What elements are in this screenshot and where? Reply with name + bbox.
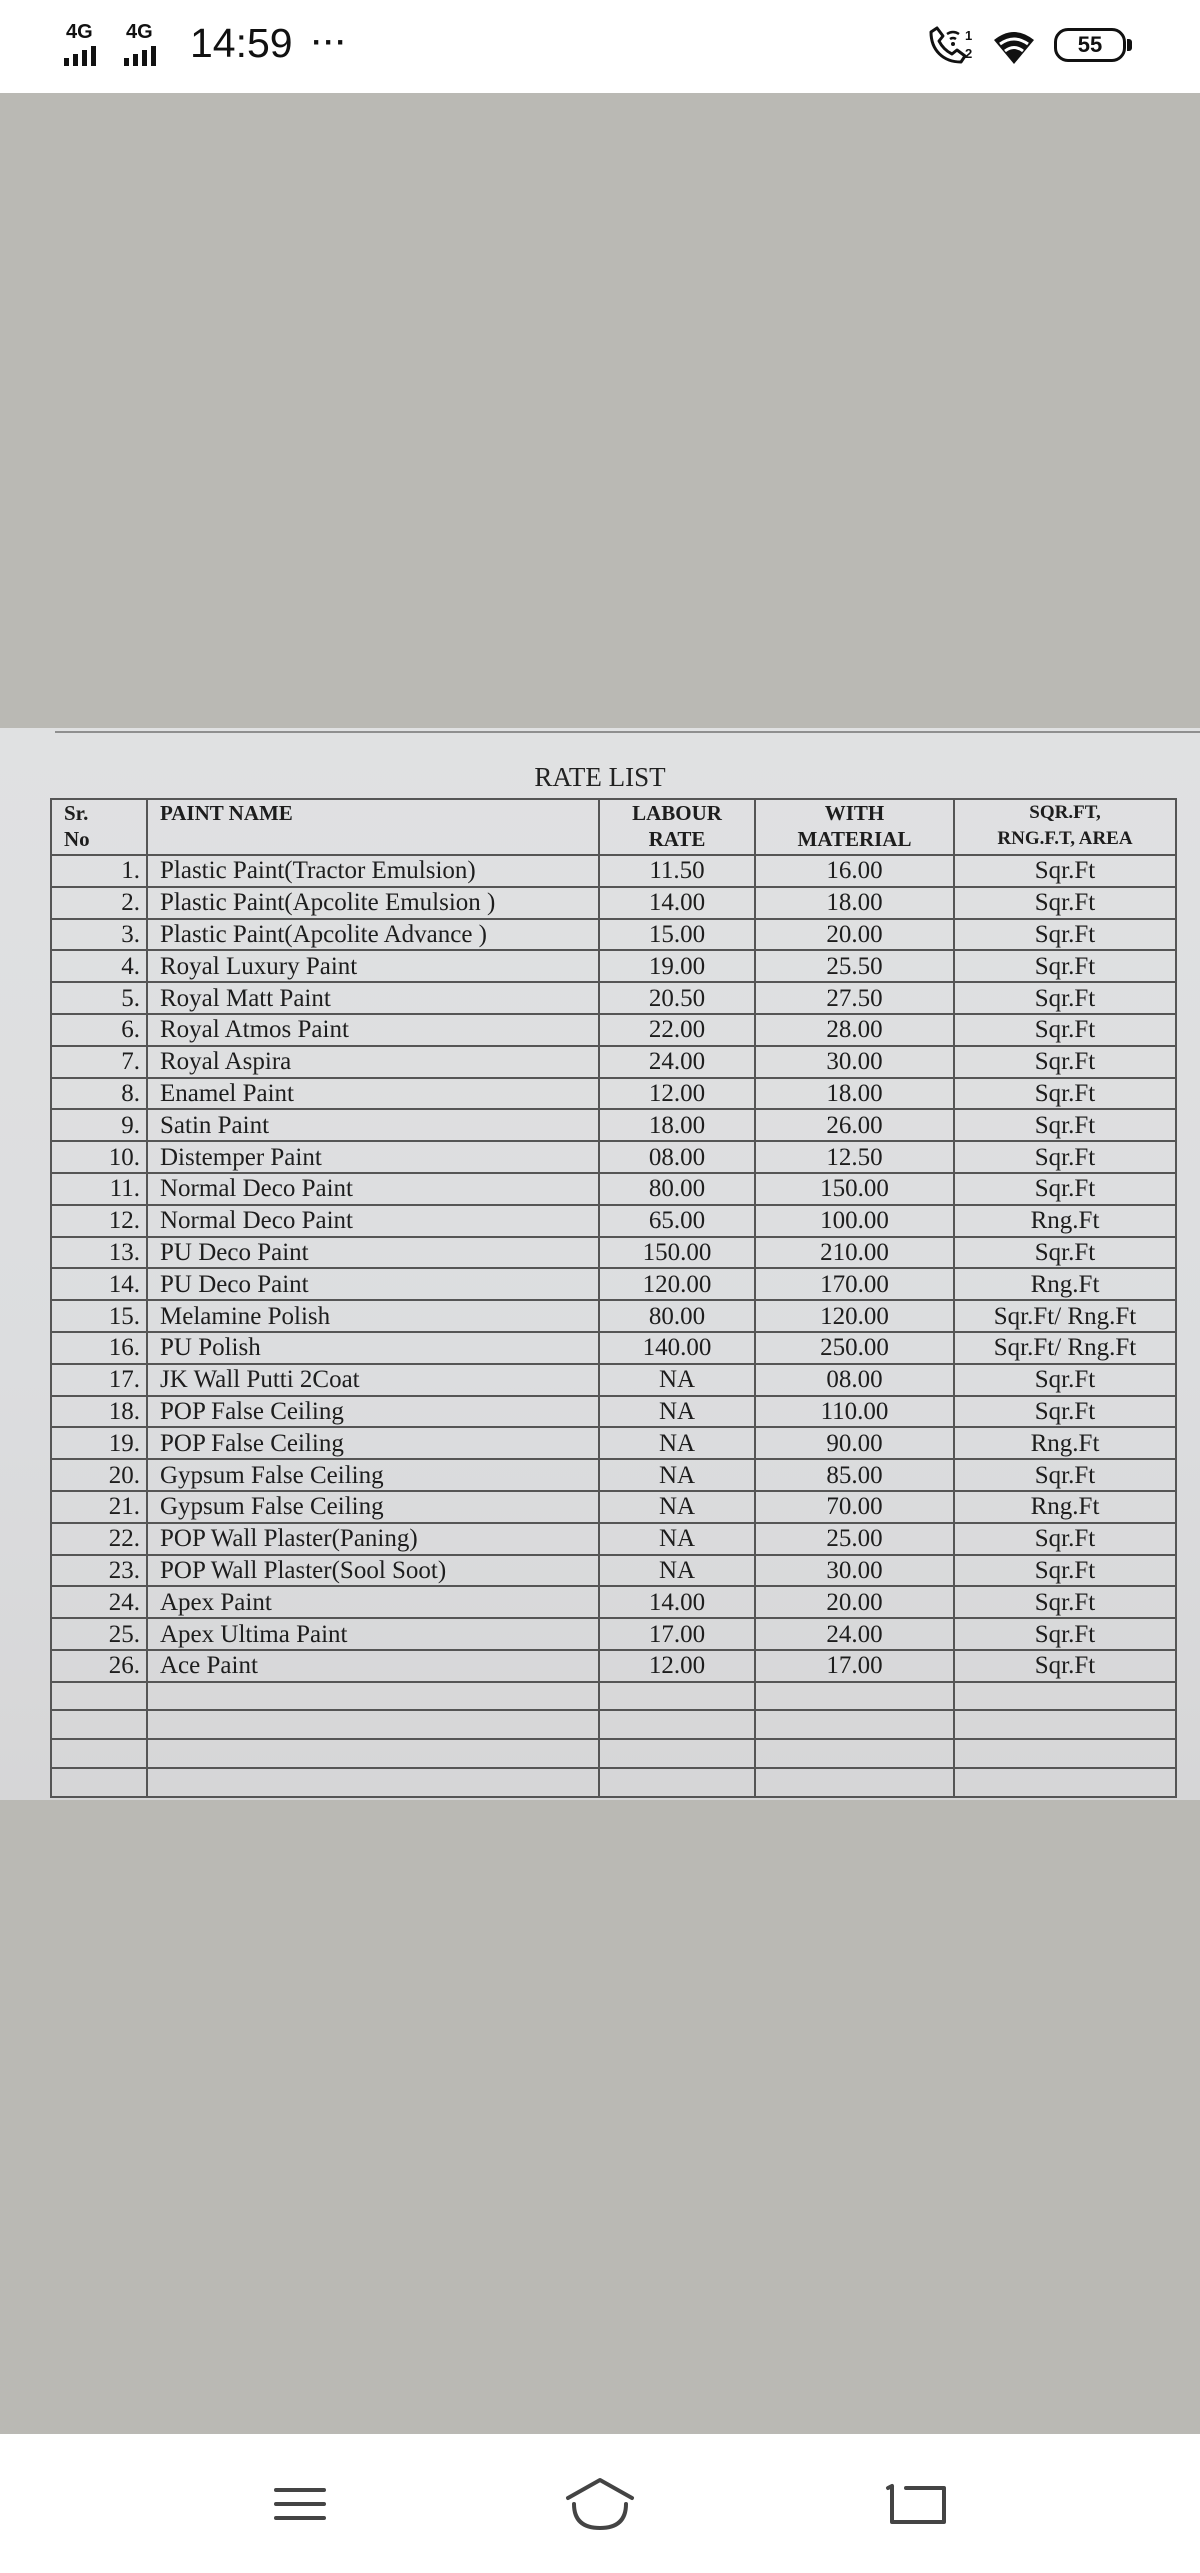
cell-unit: Sqr.Ft — [954, 1396, 1176, 1428]
table-row — [51, 950, 1176, 982]
cell-unit: Sqr.Ft — [954, 950, 1176, 982]
empty-cell — [599, 1682, 755, 1711]
cell-no: 7. — [51, 1046, 147, 1078]
cell-no: 1. — [51, 855, 147, 887]
empty-cell — [954, 1710, 1176, 1739]
cell-material: 17.00 — [755, 1650, 954, 1682]
cell-name: Plastic Paint(Tractor Emulsion) — [147, 855, 599, 887]
cell-no: 23. — [51, 1555, 147, 1587]
cell-no: 22. — [51, 1523, 147, 1555]
cell-no: 9. — [51, 1109, 147, 1141]
cell-unit: Sqr.Ft — [954, 1618, 1176, 1650]
cell-material: 12.50 — [755, 1141, 954, 1173]
cell-labour: 80.00 — [599, 1300, 755, 1332]
status-time: 14:59 — [190, 20, 293, 66]
menu-icon[interactable] — [260, 2474, 340, 2534]
cell-name: Gypsum False Ceiling — [147, 1491, 599, 1523]
cell-name: Plastic Paint(Apcolite Emulsion ) — [147, 887, 599, 919]
table-row — [51, 1141, 1176, 1173]
cell-no: 10. — [51, 1141, 147, 1173]
cell-unit: Sqr.Ft — [954, 1014, 1176, 1046]
cell-material: 30.00 — [755, 1555, 954, 1587]
cell-material: 27.50 — [755, 982, 954, 1014]
cell-labour: 24.00 — [599, 1046, 755, 1078]
cell-no: 25. — [51, 1618, 147, 1650]
cell-labour: NA — [599, 1491, 755, 1523]
cell-material: 28.00 — [755, 1014, 954, 1046]
cell-unit: Sqr.Ft — [954, 887, 1176, 919]
empty-row — [51, 1768, 1176, 1797]
empty-cell — [755, 1739, 954, 1768]
cell-name: POP False Ceiling — [147, 1427, 599, 1459]
table-row — [51, 982, 1176, 1014]
table-row — [51, 1427, 1176, 1459]
cell-name: Enamel Paint — [147, 1078, 599, 1110]
cell-unit: Sqr.Ft — [954, 1555, 1176, 1587]
table-row — [51, 1332, 1176, 1364]
cell-material: 30.00 — [755, 1046, 954, 1078]
back-icon[interactable] — [878, 2474, 958, 2534]
cell-unit: Sqr.Ft — [954, 1078, 1176, 1110]
empty-cell — [954, 1682, 1176, 1711]
table-row — [51, 887, 1176, 919]
cell-name: JK Wall Putti 2Coat — [147, 1364, 599, 1396]
empty-cell — [51, 1768, 147, 1797]
cell-name: POP Wall Plaster(Paning) — [147, 1523, 599, 1555]
cell-name: POP Wall Plaster(Sool Soot) — [147, 1555, 599, 1587]
cell-labour: NA — [599, 1396, 755, 1428]
cell-material: 120.00 — [755, 1300, 954, 1332]
cell-material: 20.00 — [755, 1586, 954, 1618]
cell-no: 26. — [51, 1650, 147, 1682]
cell-unit: Sqr.Ft — [954, 1523, 1176, 1555]
cell-no: 19. — [51, 1427, 147, 1459]
cell-unit: Sqr.Ft — [954, 1650, 1176, 1682]
empty-cell — [755, 1682, 954, 1711]
cell-labour: NA — [599, 1523, 755, 1555]
cell-unit: Sqr.Ft — [954, 855, 1176, 887]
cell-material: 08.00 — [755, 1364, 954, 1396]
cell-material: 16.00 — [755, 855, 954, 887]
cell-name: Distemper Paint — [147, 1141, 599, 1173]
photo-edge — [55, 731, 1200, 733]
table-row — [51, 1300, 1176, 1332]
photo-rate-list — [0, 728, 1200, 1800]
table-row — [51, 1586, 1176, 1618]
cell-labour: NA — [599, 1427, 755, 1459]
empty-cell — [755, 1768, 954, 1797]
cell-unit: Sqr.Ft — [954, 919, 1176, 951]
cell-no: 16. — [51, 1332, 147, 1364]
wifi-icon — [990, 26, 1038, 68]
table-row — [51, 919, 1176, 951]
empty-cell — [147, 1682, 599, 1711]
empty-row — [51, 1710, 1176, 1739]
cell-labour: 120.00 — [599, 1268, 755, 1300]
cell-no: 20. — [51, 1459, 147, 1491]
cell-no: 11. — [51, 1173, 147, 1205]
cell-unit: Rng.Ft — [954, 1268, 1176, 1300]
cell-name: POP False Ceiling — [147, 1396, 599, 1428]
cell-no: 5. — [51, 982, 147, 1014]
table-row — [51, 1205, 1176, 1237]
home-icon[interactable] — [560, 2474, 640, 2534]
cell-material: 26.00 — [755, 1109, 954, 1141]
cell-unit: Rng.Ft — [954, 1427, 1176, 1459]
cell-name: Melamine Polish — [147, 1300, 599, 1332]
cell-material: 20.00 — [755, 919, 954, 951]
cell-unit: Sqr.Ft — [954, 982, 1176, 1014]
cell-material: 18.00 — [755, 1078, 954, 1110]
battery-icon: 55 — [1054, 28, 1126, 62]
svg-text:2: 2 — [965, 46, 973, 61]
cell-name: Royal Atmos Paint — [147, 1014, 599, 1046]
cell-material: 170.00 — [755, 1268, 954, 1300]
header-with-material: WITH MATERIAL — [755, 799, 954, 855]
empty-cell — [954, 1768, 1176, 1797]
cell-labour: 12.00 — [599, 1078, 755, 1110]
cell-name: Normal Deco Paint — [147, 1205, 599, 1237]
cell-no: 3. — [51, 919, 147, 951]
empty-row — [51, 1739, 1176, 1768]
cell-labour: 12.00 — [599, 1650, 755, 1682]
empty-cell — [755, 1710, 954, 1739]
svg-text:1: 1 — [965, 28, 973, 43]
cell-labour: 20.50 — [599, 982, 755, 1014]
table-row — [51, 1491, 1176, 1523]
empty-cell — [954, 1739, 1176, 1768]
table-row — [51, 1523, 1176, 1555]
empty-cell — [147, 1739, 599, 1768]
cell-no: 15. — [51, 1300, 147, 1332]
cell-name: PU Polish — [147, 1332, 599, 1364]
cell-no: 17. — [51, 1364, 147, 1396]
cell-unit: Sqr.Ft — [954, 1237, 1176, 1269]
cell-unit: Sqr.Ft/ Rng.Ft — [954, 1300, 1176, 1332]
cell-name: Apex Paint — [147, 1586, 599, 1618]
empty-cell — [599, 1768, 755, 1797]
cell-unit: Sqr.Ft — [954, 1046, 1176, 1078]
cell-labour: 18.00 — [599, 1109, 755, 1141]
table-row — [51, 1618, 1176, 1650]
cell-labour: 11.50 — [599, 855, 755, 887]
cell-unit: Sqr.Ft/ Rng.Ft — [954, 1332, 1176, 1364]
cell-labour: 17.00 — [599, 1618, 755, 1650]
empty-cell — [51, 1710, 147, 1739]
cell-no: 24. — [51, 1586, 147, 1618]
empty-cell — [599, 1739, 755, 1768]
cell-unit: Rng.Ft — [954, 1205, 1176, 1237]
cell-unit: Rng.Ft — [954, 1491, 1176, 1523]
cell-name: Royal Luxury Paint — [147, 950, 599, 982]
cell-no: 13. — [51, 1237, 147, 1269]
table-row — [51, 1555, 1176, 1587]
table-row — [51, 1268, 1176, 1300]
cell-material: 24.00 — [755, 1618, 954, 1650]
cell-material: 100.00 — [755, 1205, 954, 1237]
cell-material: 70.00 — [755, 1491, 954, 1523]
cell-name: Royal Matt Paint — [147, 982, 599, 1014]
cell-material: 110.00 — [755, 1396, 954, 1428]
cell-labour: 65.00 — [599, 1205, 755, 1237]
cell-labour: 15.00 — [599, 919, 755, 951]
cell-material: 25.50 — [755, 950, 954, 982]
call-icon — [925, 24, 975, 68]
cell-labour: 150.00 — [599, 1237, 755, 1269]
table-row — [51, 1650, 1176, 1682]
cell-unit: Sqr.Ft — [954, 1109, 1176, 1141]
header-paint-name: PAINT NAME — [147, 799, 599, 855]
network-type-1: 4G — [66, 21, 93, 43]
cell-unit: Sqr.Ft — [954, 1364, 1176, 1396]
cell-name: Ace Paint — [147, 1650, 599, 1682]
cell-material: 250.00 — [755, 1332, 954, 1364]
cell-no: 21. — [51, 1491, 147, 1523]
cell-name: Gypsum False Ceiling — [147, 1459, 599, 1491]
rate-list-title: RATE LIST — [534, 762, 666, 792]
rate-table — [50, 798, 1177, 1798]
cell-name: Apex Ultima Paint — [147, 1618, 599, 1650]
cell-name: Satin Paint — [147, 1109, 599, 1141]
cell-labour: 14.00 — [599, 1586, 755, 1618]
cell-no: 12. — [51, 1205, 147, 1237]
cell-unit: Sqr.Ft — [954, 1173, 1176, 1205]
cell-name: PU Deco Paint — [147, 1268, 599, 1300]
signal-icon — [124, 22, 170, 66]
table-row — [51, 1459, 1176, 1491]
cell-unit: Sqr.Ft — [954, 1586, 1176, 1618]
cell-labour: NA — [599, 1555, 755, 1587]
cell-name: Plastic Paint(Apcolite Advance ) — [147, 919, 599, 951]
header-sr-no: Sr. No — [51, 799, 147, 855]
table-row — [51, 1109, 1176, 1141]
empty-cell — [147, 1710, 599, 1739]
cell-unit: Sqr.Ft — [954, 1459, 1176, 1491]
table-row — [51, 1396, 1176, 1428]
cell-name: Normal Deco Paint — [147, 1173, 599, 1205]
cell-material: 85.00 — [755, 1459, 954, 1491]
navigation-bar — [0, 2434, 1200, 2573]
cell-labour: 19.00 — [599, 950, 755, 982]
header-unit: SQR.FT, RNG.F.T, AREA — [954, 799, 1176, 855]
table-row — [51, 1078, 1176, 1110]
table-row — [51, 1173, 1176, 1205]
header-labour-rate: LABOUR RATE — [599, 799, 755, 855]
table-row — [51, 1046, 1176, 1078]
cell-no: 18. — [51, 1396, 147, 1428]
more-notifications-icon: ··· — [312, 26, 348, 59]
cell-material: 18.00 — [755, 887, 954, 919]
cell-name: Royal Aspira — [147, 1046, 599, 1078]
table-row — [51, 1014, 1176, 1046]
cell-material: 150.00 — [755, 1173, 954, 1205]
cell-material: 25.00 — [755, 1523, 954, 1555]
cell-labour: NA — [599, 1459, 755, 1491]
cell-labour: 140.00 — [599, 1332, 755, 1364]
cell-material: 210.00 — [755, 1237, 954, 1269]
cell-material: 90.00 — [755, 1427, 954, 1459]
empty-cell — [147, 1768, 599, 1797]
cell-no: 14. — [51, 1268, 147, 1300]
empty-cell — [51, 1739, 147, 1768]
table-header-row — [51, 799, 1176, 855]
table-row — [51, 1364, 1176, 1396]
cell-labour: NA — [599, 1364, 755, 1396]
cell-labour: 22.00 — [599, 1014, 755, 1046]
cell-no: 2. — [51, 887, 147, 919]
empty-cell — [599, 1710, 755, 1739]
network-type-2: 4G — [126, 21, 153, 43]
empty-cell — [51, 1682, 147, 1711]
cell-labour: 80.00 — [599, 1173, 755, 1205]
cell-labour: 14.00 — [599, 887, 755, 919]
cell-labour: 08.00 — [599, 1141, 755, 1173]
table-row — [51, 855, 1176, 887]
cell-no: 8. — [51, 1078, 147, 1110]
cell-name: PU Deco Paint — [147, 1237, 599, 1269]
cell-no: 4. — [51, 950, 147, 982]
table-row — [51, 1237, 1176, 1269]
signal-icon — [64, 22, 110, 66]
empty-row — [51, 1682, 1176, 1711]
cell-no: 6. — [51, 1014, 147, 1046]
status-bar — [0, 0, 1200, 93]
cell-unit: Sqr.Ft — [954, 1141, 1176, 1173]
